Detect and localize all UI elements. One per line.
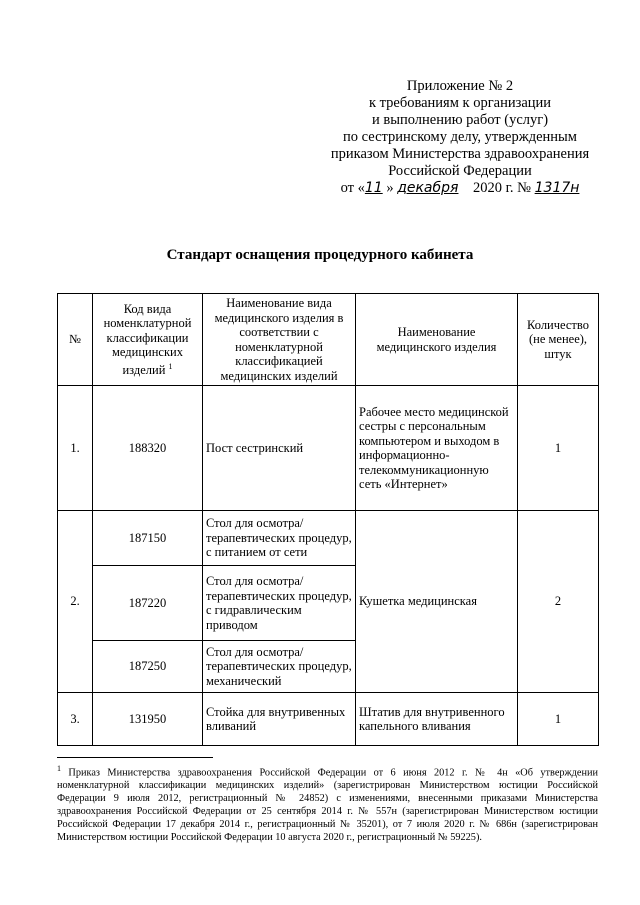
row-kind: Пост сестринский	[203, 386, 356, 511]
table-row	[58, 386, 599, 511]
row-name: Штатив для внутривенного капельного вливания	[356, 693, 518, 746]
row-code: 187250	[93, 641, 203, 693]
row-kind: Стойка для внутривенных вливаний	[203, 693, 356, 746]
row-num: 3.	[58, 693, 93, 746]
header-name: Наименование медицинского изделия	[356, 294, 518, 386]
table-row	[58, 511, 599, 566]
table-header-row	[58, 294, 599, 386]
row-kind: Стол для осмотра/терапевтических процедур, с гидравлическим приводом	[203, 566, 356, 641]
footnote-divider	[57, 757, 213, 758]
header-qty: Количество (не менее), штук	[518, 294, 599, 386]
date-mid: »	[386, 180, 394, 196]
header-kind: Наименование вида медицинского изделия в соответствии с номенклатурной классификацией медицинских изделий	[203, 294, 356, 386]
row-name: Кушетка медицинская	[356, 511, 518, 693]
appendix-line: приказом Министерства здравоохранения	[330, 146, 590, 162]
row-qty: 2	[518, 511, 599, 693]
footnote-ref: 1	[168, 361, 173, 371]
order-date-line	[300, 180, 620, 197]
appendix-line: к требованиям к организации	[368, 95, 552, 111]
footnote-text: Приказ Министерства здравоохранения Российской Федерации от 6 июня 2012 г. № 4н «Об утверждении номенклатурной классификации медицинских изделий» (зарегистрирован Министерством юстиции Российской Федерации 9 июля 2012, регистрационный № 24852) с изменениями, внесенными приказами Министерства здравоохранения Российской Федерации от 25 сентября 2014 г. № 557н (зарегистрирован Министерством юстиции Российской Федерации 17 декабря 2014 г., регистрационный № 35201), от 7 июля 2020 г. № 686н (зарегистрирован Министерством юстиции Российской Федерации 10 августа 2020 г., регистрационный № 59225).	[57, 767, 599, 844]
appendix-line: по сестринскому делу, утвержденным	[343, 129, 577, 145]
header-num: №	[58, 294, 93, 386]
footnote	[57, 762, 598, 844]
row-code: 131950	[93, 693, 203, 746]
handwritten-month: декабря	[397, 180, 459, 196]
handwritten-day: 11	[364, 180, 383, 196]
row-num: 1.	[58, 386, 93, 511]
header-code: Код вида номенклатурной классификации медицинских изделий $^1$	[93, 294, 203, 386]
row-kind: Стол для осмотра/терапевтических процедур, с питанием от сети	[203, 511, 356, 566]
page-title: Стандарт оснащения процедурного кабинета	[166, 247, 474, 263]
row-code: 187220	[93, 566, 203, 641]
equipment-table	[57, 293, 599, 746]
appendix-line: Приложение № 2	[406, 78, 514, 94]
date-prefix: от «	[340, 180, 365, 196]
row-qty: 1	[518, 386, 599, 511]
footnote-mark: 1	[57, 764, 61, 773]
row-name: Рабочее место медицинской сестры с персональным компьютером и выходом в информационно-телекоммуникационную сеть «Интернет»	[356, 386, 518, 511]
row-code: 187150	[93, 511, 203, 566]
appendix-line: и выполнению работ (услуг)	[371, 112, 549, 128]
handwritten-number: 1317н	[534, 180, 580, 196]
row-qty: 1	[518, 693, 599, 746]
row-code: 188320	[93, 386, 203, 511]
table-row	[58, 693, 599, 746]
appendix-line: Российской Федерации	[388, 163, 532, 179]
row-num: 2.	[58, 511, 93, 693]
row-kind: Стол для осмотра/терапевтических процедур, механический	[203, 641, 356, 693]
date-year: 2020 г. №	[472, 180, 531, 196]
appendix-header	[300, 78, 620, 197]
